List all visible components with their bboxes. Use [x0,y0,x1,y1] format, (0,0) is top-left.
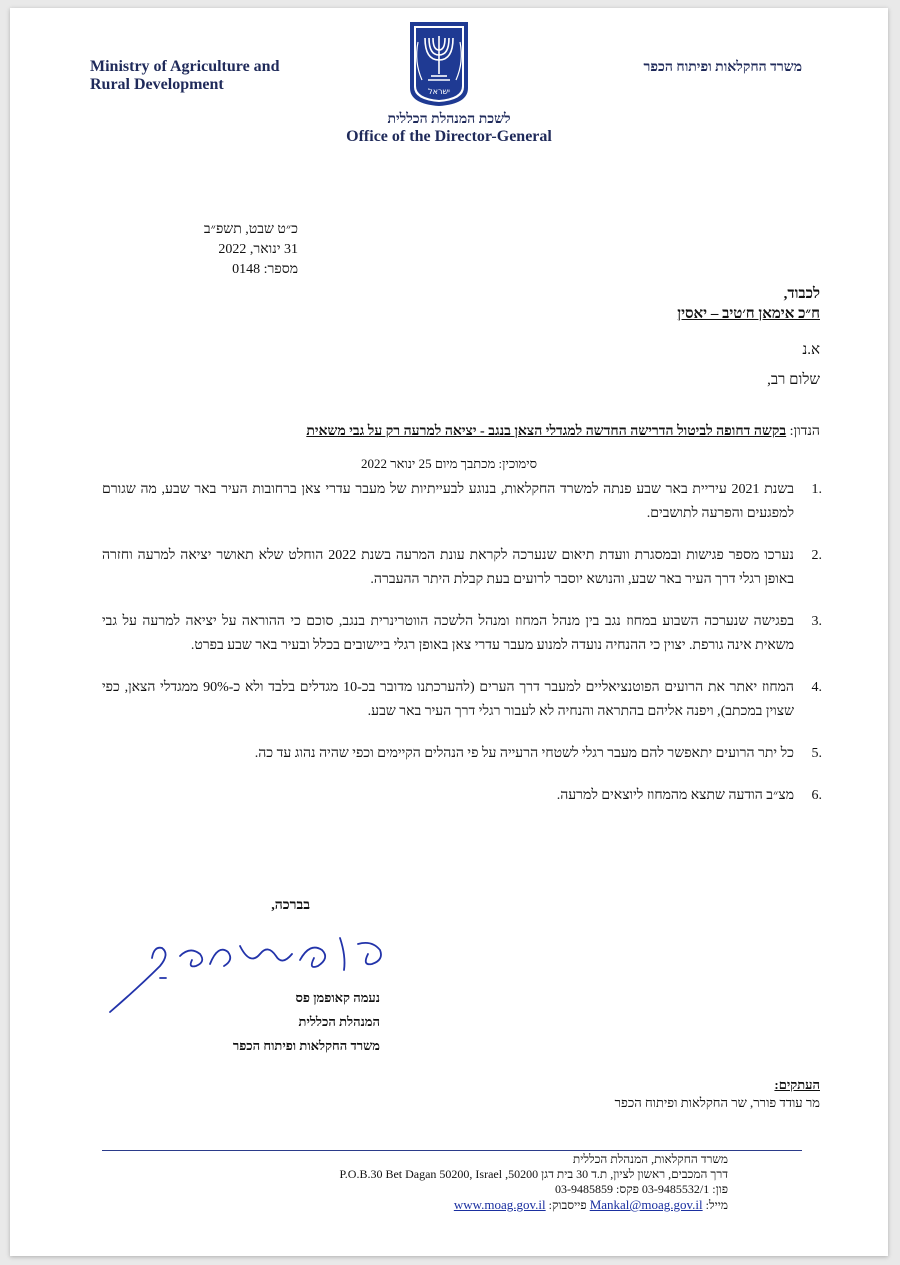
list-item [102,478,822,526]
item-text: בפגישה שנערכה השבוע במחוז נגב בין מנהל המחוז ומנהל הלשכה הווטרינרית בנגב, סוכם כי ההוראה על יציאה למרעה על גבי משאית אינה גורפת. יצוין כי ההנחיה נועדה למנוע מעבר עדרי צאן באופן רגלי ביישובים בכלל ובעיר באר שבע בפרט. [102,614,794,653]
footer-address: דרך המכבים, ראשון לציון, ת.ד 30 בית דגן 50200, P.O.B.30 Bet Dagan 50200, Israel [339,1167,728,1181]
copies-line: מר עודד פורר, שר החקלאות ופיתוח הכפר [614,1095,820,1110]
salutation: לכבוד, [783,286,820,302]
footer-phone: פון: 03-9485532/1 פקס: 03-9485859 [555,1182,728,1196]
item-text: כל יתר הרועים יתאפשר להם מעבר רגלי לשטחי הרעייה על פי הנהלים הקיימים וכפי שהיה נהוג עד כה. [254,746,794,761]
website-link[interactable]: www.moag.gov.il [453,1197,546,1212]
recipient-block [677,284,820,324]
ministry-name-he: משרד החקלאות ופיתוח הכפר [643,60,802,75]
item-text: נערכו מספר פגישות ובמסגרת וועדת תיאום שנערכה לקראת עונת המרעה בשנת 2022 הוחלט שלא תאושר יציאה למרעה וחזרה באופן רגלי דרך העיר באר שבע, והנושא יוסבר לרועים בעת קבלת היתר ההעברה. [102,548,794,587]
letter-page [10,8,888,1256]
signer-org: משרד החקלאות ופיתוח הכפר [232,1038,380,1053]
list-item [102,784,822,808]
item-number: .2 [811,548,822,563]
item-number: .3 [811,614,822,629]
copies-title: העתקים: [774,1077,820,1092]
footer-office: משרד החקלאות, המנהלת הכללית [572,1152,728,1166]
subject-line [80,424,820,440]
item-number: .4 [811,680,822,695]
hebrew-date: כ״ט שבט, תשפ״ב [203,222,298,237]
gregorian-date: 31 ינואר, 2022 [218,242,298,257]
footer-contacts: מייל: Mankal@moag.gov.il פייסבוק: www.moag.gov.il [453,1197,728,1212]
item-number: .1 [811,482,822,497]
item-number: .5 [811,746,822,761]
list-item [102,544,822,592]
numbered-items [102,478,822,826]
list-item [102,676,822,724]
footer-divider [102,1150,802,1151]
copies-block [615,1076,820,1112]
date-block [98,220,298,280]
item-text: בשנת 2021 עיריית באר שבע פנתה למשרד החקלאות, בנוגע לבעייתיות של מעבר עדרי צאן ברחובות העיר באר שבע, מה שגורם למפגעים והפרעה לתושבים. [102,482,794,521]
email-link[interactable]: Mankal@moag.gov.il [589,1197,703,1212]
office-name-he: לשכת המנהלת הכללית [387,112,511,127]
footer [128,1152,728,1213]
signer-name: נעמה קאופמן פס [295,990,380,1005]
list-item [102,610,822,658]
closing: בברכה, [271,898,310,913]
signature-block [233,986,380,1058]
state-emblem-icon [406,20,472,108]
subject-text: בקשה דחופה לביטול הדרישה החדשה למגדלי הצאן בנגב - יציאה למרעה רק על גבי משאית [306,424,787,439]
reference-line: סימוכין: מכתבך מיום 25 ינואר 2022 [360,456,538,471]
office-name-en: Office of the Director-General [346,128,552,145]
list-item [102,742,822,766]
reference-number: מספר: 0148 [232,262,298,277]
ministry-name-en: Ministry of Agriculture and Rural Development [90,58,280,93]
recipient-an: א.נ [802,342,820,358]
subject-label: הנדון: [786,424,820,439]
greeting: שלום רב, [767,372,820,388]
item-number: .6 [811,788,822,803]
recipient-name: ח״כ אימאן ח׳טיב – יאסין [677,306,820,322]
emblem-caption: ישראל [428,87,450,96]
item-text: מצ״ב הודעה שתצא מהמחוז ליוצאים למרעה. [556,788,794,803]
item-text: המחוז יאתר את הרועים הפוטנציאליים למעבר דרך הערים (להערכתנו מדובר בכ-10 מגדלים בלבד ולא כ-90% ממגדלי הצאן, כפי שצוין במכתב), ויפנה אליהם בהתראה והנחיה לא לעבור רגלי דרך העיר באר שבע. [102,680,794,719]
signer-role: המנהלת הכללית [298,1014,380,1029]
